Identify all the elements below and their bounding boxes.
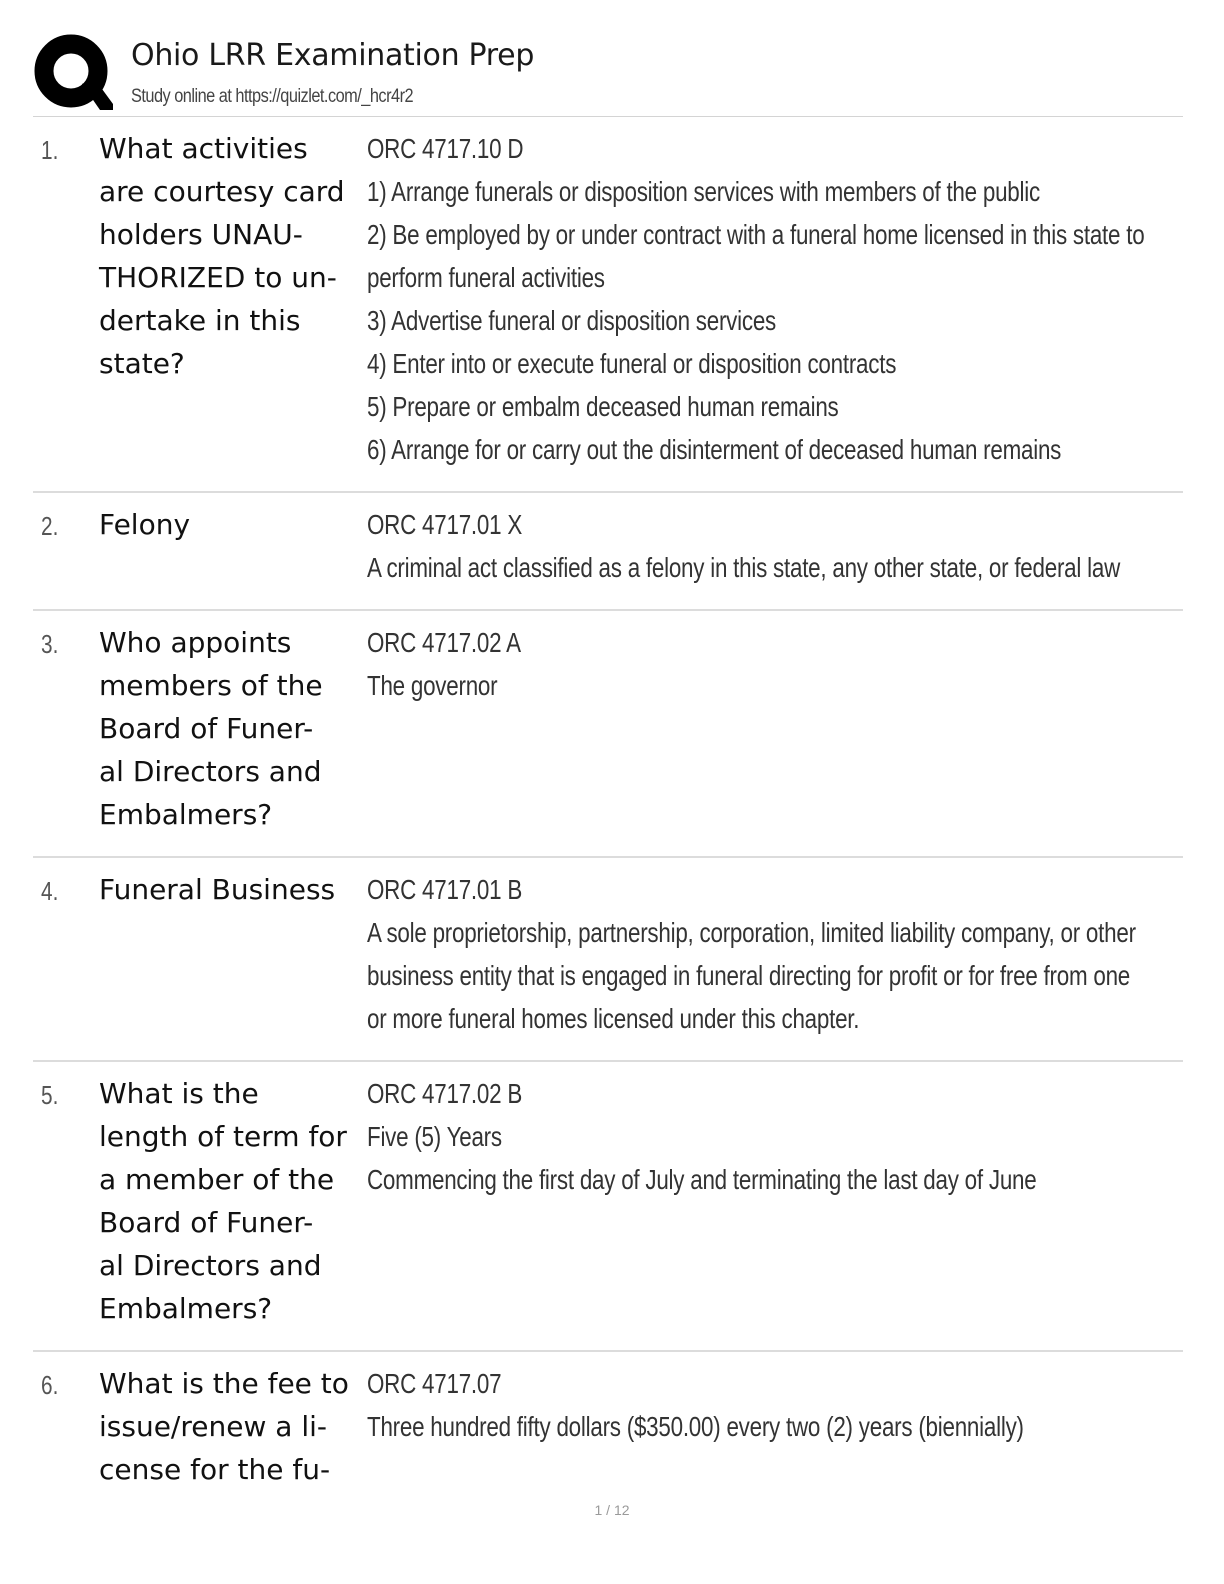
quizlet-logo-icon <box>34 34 114 114</box>
card-definition <box>367 1072 1159 1201</box>
card-term: Felony <box>99 508 191 541</box>
flashcard <box>33 858 1183 1062</box>
page-header <box>34 32 1184 118</box>
definition-line: business entity that is engaged in funeral directing for profit or for free from one <box>367 960 1131 991</box>
card-term: What activities are courtesy card holders UNAU- THORIZED to un- dertake in this state? <box>99 132 345 380</box>
card-number: 5. <box>41 1080 59 1110</box>
definition-line: 6) Arrange for or carry out the disinterment of deceased human remains <box>367 434 1062 465</box>
card-number: 1. <box>41 135 59 165</box>
flashcard <box>33 611 1183 858</box>
flashcard <box>33 117 1183 493</box>
card-term: What is the fee to issue/renew a li- cense for the fu- <box>99 1367 349 1486</box>
document-title: Ohio LRR Examination Prep <box>131 38 535 73</box>
definition-line: A sole proprietorship, partnership, corporation, limited liability company, or other <box>367 917 1136 948</box>
definition-line: 2) Be employed by or under contract with a funeral home licensed in this state to <box>367 219 1145 250</box>
flashcard <box>33 1062 1183 1352</box>
definition-line: 4) Enter into or execute funeral or disposition contracts <box>367 348 897 379</box>
definition-line: Three hundred fifty dollars ($350.00) every two (2) years (biennially) <box>367 1411 1024 1442</box>
flashcard-list <box>33 117 1183 1502</box>
card-definition <box>367 868 1159 1040</box>
card-number: 3. <box>41 629 59 659</box>
definition-line: 1) Arrange funerals or disposition services with members of the public <box>367 176 1040 207</box>
definition-line: ORC 4717.01 B <box>367 874 523 905</box>
definition-line: Five (5) Years <box>367 1121 502 1152</box>
definition-line: ORC 4717.07 <box>367 1368 502 1399</box>
card-number: 4. <box>41 876 59 906</box>
definition-line: Commencing the first day of July and terminating the last day of June <box>367 1164 1037 1195</box>
card-definition <box>367 1362 1159 1448</box>
card-number: 2. <box>41 511 59 541</box>
card-term: What is the length of term for a member of the Board of Funer- al Directors and Embalmers? <box>99 1077 347 1325</box>
card-definition <box>367 621 1159 707</box>
definition-line: 5) Prepare or embalm deceased human remains <box>367 391 839 422</box>
definition-line: perform funeral activities <box>367 262 605 293</box>
definition-line: or more funeral homes licensed under this chapter. <box>367 1003 860 1034</box>
definition-line: ORC 4717.01 X <box>367 509 523 540</box>
card-number: 6. <box>41 1370 59 1400</box>
definition-line: 3) Advertise funeral or disposition services <box>367 305 777 336</box>
flashcard <box>33 1352 1183 1502</box>
card-term: Who appoints members of the Board of Funer- al Directors and Embalmers? <box>99 626 323 831</box>
definition-line: The governor <box>367 670 498 701</box>
definition-line: A criminal act classified as a felony in this state, any other state, or federal law <box>367 552 1121 583</box>
definition-line: ORC 4717.10 D <box>367 133 524 164</box>
page-number: 1 / 12 <box>594 1502 630 1518</box>
card-definition <box>367 503 1159 589</box>
definition-line: ORC 4717.02 A <box>367 627 521 658</box>
card-definition <box>367 127 1159 471</box>
card-term: Funeral Business <box>99 873 336 906</box>
study-online-link[interactable]: Study online at https://quizlet.com/_hcr4r2 <box>131 86 414 107</box>
definition-line: ORC 4717.02 B <box>367 1078 523 1109</box>
flashcard <box>33 493 1183 611</box>
